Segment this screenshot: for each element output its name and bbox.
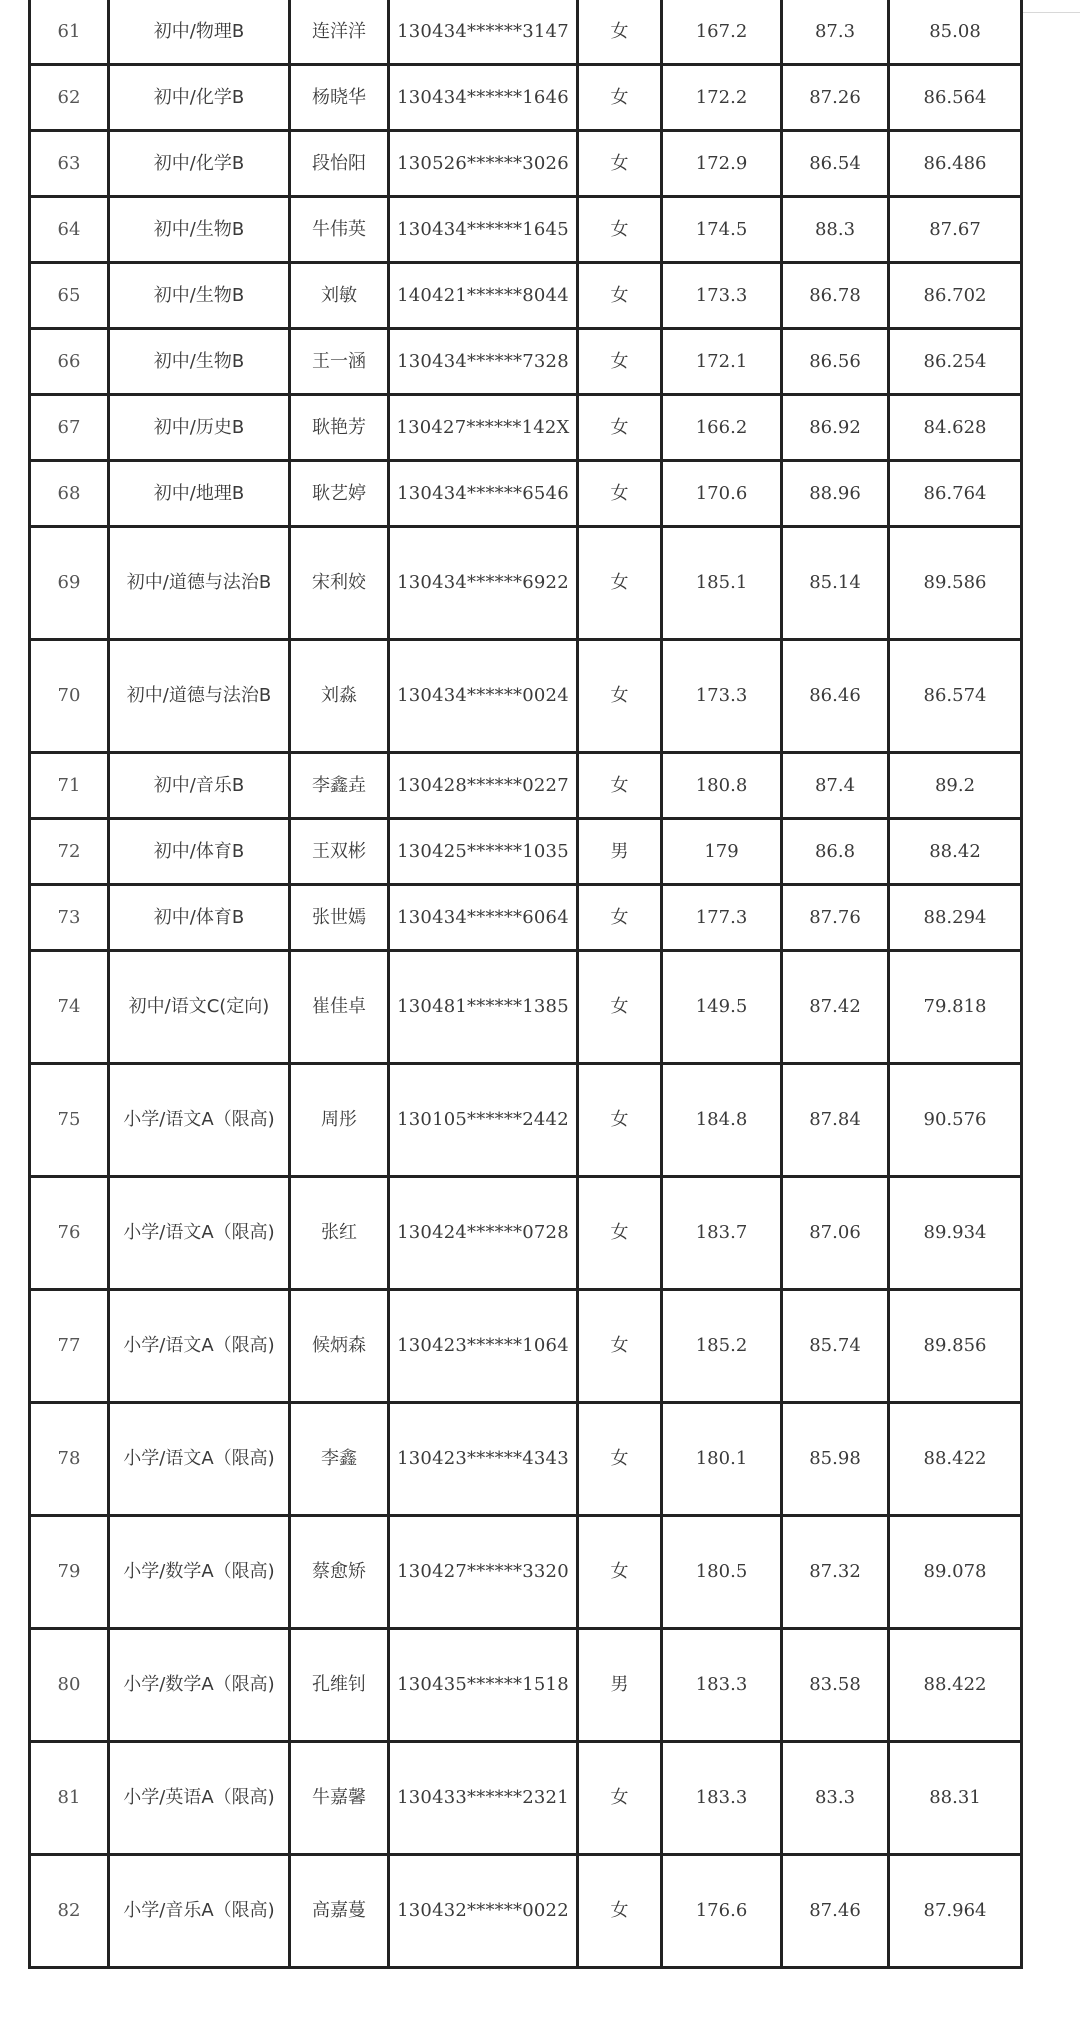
total-score-cell: 86.486 — [889, 131, 1022, 197]
row-number-cell: 74 — [30, 951, 109, 1064]
name-cell: 高嘉蔓 — [290, 1855, 389, 1968]
total-score-cell: 86.574 — [889, 640, 1022, 753]
interview-score-cell: 87.32 — [782, 1516, 889, 1629]
row-number-cell: 80 — [30, 1629, 109, 1742]
position-cell: 初中/生物B — [109, 197, 290, 263]
id-number-cell: 130433******2321 — [389, 1742, 578, 1855]
total-score-cell: 88.42 — [889, 819, 1022, 885]
written-score-cell: 180.1 — [662, 1403, 782, 1516]
row-number-cell: 76 — [30, 1177, 109, 1290]
row-number-cell: 75 — [30, 1064, 109, 1177]
interview-score-cell: 87.3 — [782, 0, 889, 65]
interview-score-cell: 86.8 — [782, 819, 889, 885]
gender-cell: 女 — [578, 1064, 662, 1177]
total-score-cell: 86.764 — [889, 461, 1022, 527]
name-cell: 孔维钊 — [290, 1629, 389, 1742]
results-table — [28, 0, 1023, 1969]
id-number-cell: 140421******8044 — [389, 263, 578, 329]
table-row — [30, 131, 1022, 197]
total-score-cell: 84.628 — [889, 395, 1022, 461]
position-cell: 初中/体育B — [109, 885, 290, 951]
gender-cell: 女 — [578, 1290, 662, 1403]
id-number-cell: 130434******7328 — [389, 329, 578, 395]
interview-score-cell: 86.46 — [782, 640, 889, 753]
total-score-cell: 88.422 — [889, 1403, 1022, 1516]
gender-cell: 女 — [578, 329, 662, 395]
row-number-cell: 81 — [30, 1742, 109, 1855]
total-score-cell: 86.254 — [889, 329, 1022, 395]
name-cell: 刘淼 — [290, 640, 389, 753]
id-number-cell: 130423******4343 — [389, 1403, 578, 1516]
id-number-cell: 130434******6064 — [389, 885, 578, 951]
row-number-cell: 69 — [30, 527, 109, 640]
id-number-cell: 130432******0022 — [389, 1855, 578, 1968]
position-cell: 初中/生物B — [109, 263, 290, 329]
position-cell: 初中/化学B — [109, 65, 290, 131]
gender-cell: 女 — [578, 951, 662, 1064]
total-score-cell: 85.08 — [889, 0, 1022, 65]
total-score-cell: 88.294 — [889, 885, 1022, 951]
table-row — [30, 1403, 1022, 1516]
name-cell: 蔡愈矫 — [290, 1516, 389, 1629]
table-row — [30, 65, 1022, 131]
interview-score-cell: 86.78 — [782, 263, 889, 329]
table-row — [30, 197, 1022, 263]
name-cell: 张红 — [290, 1177, 389, 1290]
gender-cell: 女 — [578, 1403, 662, 1516]
row-number-cell: 82 — [30, 1855, 109, 1968]
id-number-cell: 130425******1035 — [389, 819, 578, 885]
position-cell: 初中/地理B — [109, 461, 290, 527]
written-score-cell: 176.6 — [662, 1855, 782, 1968]
table-row — [30, 1855, 1022, 1968]
row-number-cell: 67 — [30, 395, 109, 461]
name-cell: 李鑫垚 — [290, 753, 389, 819]
id-number-cell: 130434******6922 — [389, 527, 578, 640]
written-score-cell: 167.2 — [662, 0, 782, 65]
interview-score-cell: 88.96 — [782, 461, 889, 527]
interview-score-cell: 85.98 — [782, 1403, 889, 1516]
id-number-cell: 130434******1646 — [389, 65, 578, 131]
interview-score-cell: 87.42 — [782, 951, 889, 1064]
table-row — [30, 1064, 1022, 1177]
table-row — [30, 1742, 1022, 1855]
id-number-cell: 130435******1518 — [389, 1629, 578, 1742]
gender-cell: 女 — [578, 1177, 662, 1290]
id-number-cell: 130434******0024 — [389, 640, 578, 753]
gender-cell: 女 — [578, 527, 662, 640]
name-cell: 牛伟英 — [290, 197, 389, 263]
written-score-cell: 184.8 — [662, 1064, 782, 1177]
gender-cell: 女 — [578, 395, 662, 461]
row-number-cell: 65 — [30, 263, 109, 329]
gender-cell: 女 — [578, 1855, 662, 1968]
table-row — [30, 1629, 1022, 1742]
table-row — [30, 0, 1022, 65]
interview-score-cell: 83.3 — [782, 1742, 889, 1855]
total-score-cell: 88.422 — [889, 1629, 1022, 1742]
table-row — [30, 527, 1022, 640]
written-score-cell: 172.1 — [662, 329, 782, 395]
written-score-cell: 185.1 — [662, 527, 782, 640]
written-score-cell: 149.5 — [662, 951, 782, 1064]
table-row — [30, 461, 1022, 527]
total-score-cell: 88.31 — [889, 1742, 1022, 1855]
position-cell: 初中/道德与法治B — [109, 527, 290, 640]
position-cell: 小学/语文A（限高) — [109, 1290, 290, 1403]
table-row — [30, 329, 1022, 395]
gender-cell: 男 — [578, 819, 662, 885]
total-score-cell: 89.2 — [889, 753, 1022, 819]
position-cell: 初中/化学B — [109, 131, 290, 197]
interview-score-cell: 87.46 — [782, 1855, 889, 1968]
interview-score-cell: 87.4 — [782, 753, 889, 819]
row-number-cell: 64 — [30, 197, 109, 263]
row-number-cell: 68 — [30, 461, 109, 527]
written-score-cell: 185.2 — [662, 1290, 782, 1403]
table-row — [30, 819, 1022, 885]
gender-cell: 女 — [578, 753, 662, 819]
position-cell: 初中/体育B — [109, 819, 290, 885]
id-number-cell: 130526******3026 — [389, 131, 578, 197]
position-cell: 初中/物理B — [109, 0, 290, 65]
row-number-cell: 77 — [30, 1290, 109, 1403]
written-score-cell: 170.6 — [662, 461, 782, 527]
id-number-cell: 130434******3147 — [389, 0, 578, 65]
id-number-cell: 130105******2442 — [389, 1064, 578, 1177]
gender-cell: 女 — [578, 885, 662, 951]
row-number-cell: 78 — [30, 1403, 109, 1516]
row-number-cell: 70 — [30, 640, 109, 753]
gender-cell: 女 — [578, 461, 662, 527]
name-cell: 耿艳芳 — [290, 395, 389, 461]
table-row — [30, 640, 1022, 753]
table-row — [30, 951, 1022, 1064]
row-number-cell: 62 — [30, 65, 109, 131]
gender-cell: 女 — [578, 65, 662, 131]
position-cell: 小学/数学A（限高) — [109, 1516, 290, 1629]
interview-score-cell: 87.76 — [782, 885, 889, 951]
interview-score-cell: 86.92 — [782, 395, 889, 461]
row-number-cell: 63 — [30, 131, 109, 197]
interview-score-cell: 85.14 — [782, 527, 889, 640]
name-cell: 耿艺婷 — [290, 461, 389, 527]
position-cell: 初中/语文C(定向) — [109, 951, 290, 1064]
total-score-cell: 89.586 — [889, 527, 1022, 640]
table-body — [30, 0, 1022, 1968]
gender-cell: 女 — [578, 263, 662, 329]
position-cell: 小学/语文A（限高) — [109, 1177, 290, 1290]
written-score-cell: 180.8 — [662, 753, 782, 819]
position-cell: 小学/音乐A（限高) — [109, 1855, 290, 1968]
written-score-cell: 183.3 — [662, 1742, 782, 1855]
row-number-cell: 71 — [30, 753, 109, 819]
name-cell: 张世嫣 — [290, 885, 389, 951]
name-cell: 崔佳卓 — [290, 951, 389, 1064]
id-number-cell: 130434******6546 — [389, 461, 578, 527]
position-cell: 初中/道德与法治B — [109, 640, 290, 753]
row-number-cell: 72 — [30, 819, 109, 885]
id-number-cell: 130428******0227 — [389, 753, 578, 819]
total-score-cell: 86.702 — [889, 263, 1022, 329]
written-score-cell: 172.2 — [662, 65, 782, 131]
interview-score-cell: 85.74 — [782, 1290, 889, 1403]
written-score-cell: 173.3 — [662, 263, 782, 329]
name-cell: 候炳森 — [290, 1290, 389, 1403]
table-row — [30, 753, 1022, 819]
table-row — [30, 263, 1022, 329]
row-number-cell: 66 — [30, 329, 109, 395]
interview-score-cell: 88.3 — [782, 197, 889, 263]
position-cell: 初中/生物B — [109, 329, 290, 395]
written-score-cell: 174.5 — [662, 197, 782, 263]
name-cell: 刘敏 — [290, 263, 389, 329]
gender-cell: 女 — [578, 131, 662, 197]
total-score-cell: 87.67 — [889, 197, 1022, 263]
name-cell: 王双彬 — [290, 819, 389, 885]
id-number-cell: 130434******1645 — [389, 197, 578, 263]
position-cell: 初中/历史B — [109, 395, 290, 461]
name-cell: 连洋洋 — [290, 0, 389, 65]
total-score-cell: 79.818 — [889, 951, 1022, 1064]
interview-score-cell: 86.54 — [782, 131, 889, 197]
top-divider — [1020, 12, 1080, 13]
total-score-cell: 87.964 — [889, 1855, 1022, 1968]
name-cell: 杨晓华 — [290, 65, 389, 131]
interview-score-cell: 87.06 — [782, 1177, 889, 1290]
written-score-cell: 172.9 — [662, 131, 782, 197]
written-score-cell: 177.3 — [662, 885, 782, 951]
name-cell: 李鑫 — [290, 1403, 389, 1516]
position-cell: 小学/数学A（限高) — [109, 1629, 290, 1742]
name-cell: 王一涵 — [290, 329, 389, 395]
gender-cell: 男 — [578, 1629, 662, 1742]
position-cell: 小学/语文A（限高) — [109, 1064, 290, 1177]
name-cell: 宋利姣 — [290, 527, 389, 640]
table-row — [30, 1177, 1022, 1290]
name-cell: 周彤 — [290, 1064, 389, 1177]
id-number-cell: 130481******1385 — [389, 951, 578, 1064]
gender-cell: 女 — [578, 1742, 662, 1855]
id-number-cell: 130427******142X — [389, 395, 578, 461]
position-cell: 小学/语文A（限高) — [109, 1403, 290, 1516]
written-score-cell: 183.7 — [662, 1177, 782, 1290]
total-score-cell: 86.564 — [889, 65, 1022, 131]
gender-cell: 女 — [578, 0, 662, 65]
written-score-cell: 179 — [662, 819, 782, 885]
row-number-cell: 79 — [30, 1516, 109, 1629]
row-number-cell: 61 — [30, 0, 109, 65]
written-score-cell: 173.3 — [662, 640, 782, 753]
table-row — [30, 1290, 1022, 1403]
id-number-cell: 130423******1064 — [389, 1290, 578, 1403]
table-row — [30, 395, 1022, 461]
interview-score-cell: 83.58 — [782, 1629, 889, 1742]
name-cell: 牛嘉馨 — [290, 1742, 389, 1855]
total-score-cell: 89.934 — [889, 1177, 1022, 1290]
gender-cell: 女 — [578, 1516, 662, 1629]
total-score-cell: 89.856 — [889, 1290, 1022, 1403]
position-cell: 小学/英语A（限高) — [109, 1742, 290, 1855]
row-number-cell: 73 — [30, 885, 109, 951]
interview-score-cell: 87.26 — [782, 65, 889, 131]
written-score-cell: 180.5 — [662, 1516, 782, 1629]
gender-cell: 女 — [578, 197, 662, 263]
total-score-cell: 90.576 — [889, 1064, 1022, 1177]
position-cell: 初中/音乐B — [109, 753, 290, 819]
written-score-cell: 166.2 — [662, 395, 782, 461]
name-cell: 段怡阳 — [290, 131, 389, 197]
table-row — [30, 1516, 1022, 1629]
gender-cell: 女 — [578, 640, 662, 753]
table-row — [30, 885, 1022, 951]
interview-score-cell: 87.84 — [782, 1064, 889, 1177]
total-score-cell: 89.078 — [889, 1516, 1022, 1629]
id-number-cell: 130424******0728 — [389, 1177, 578, 1290]
written-score-cell: 183.3 — [662, 1629, 782, 1742]
id-number-cell: 130427******3320 — [389, 1516, 578, 1629]
interview-score-cell: 86.56 — [782, 329, 889, 395]
